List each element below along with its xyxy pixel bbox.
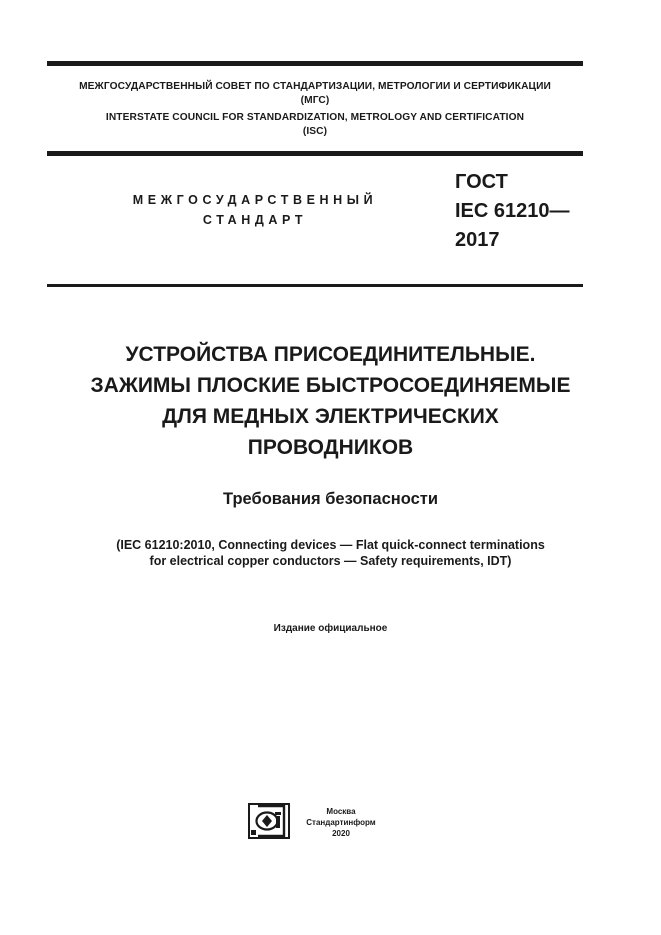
standard-designation-line3: 2017 bbox=[455, 229, 500, 251]
council-name-ru bbox=[47, 80, 583, 108]
top-rule bbox=[47, 61, 583, 66]
publisher-year: 2020 bbox=[332, 829, 350, 838]
document-title-line4: ПРОВОДНИКОВ bbox=[247, 436, 414, 459]
edition-label: Издание официальное bbox=[273, 623, 388, 634]
document-title-line2: ЗАЖИМЫ ПЛОСКИЕ БЫСТРОСОЕДИНЯЕМЫЕ bbox=[90, 374, 571, 397]
council-abbrev-en: (ISC) bbox=[302, 126, 328, 137]
council-abbrev-ru: (МГС) bbox=[300, 95, 330, 106]
publisher-city: Москва bbox=[326, 807, 356, 816]
document-title-line3: ДЛЯ МЕДНЫХ ЭЛЕКТРИЧЕСКИХ bbox=[162, 405, 499, 428]
standard-kind-line1: МЕЖГОСУДАРСТВЕННЫЙ bbox=[132, 193, 378, 207]
document-subtitle: Требования безопасности bbox=[223, 490, 438, 508]
bottom-rule bbox=[47, 284, 583, 287]
middle-rule bbox=[47, 151, 583, 156]
council-name-en-line1: INTERSTATE COUNCIL FOR STANDARDIZATION, METROLOGY AND CERTIFICATION bbox=[105, 112, 525, 123]
iec-reference-line2: for electrical copper conductors — Safety requirements, IDT) bbox=[149, 554, 512, 568]
document-title-line1: УСТРОЙСТВА ПРИСОЕДИНИТЕЛЬНЫЕ. bbox=[125, 343, 536, 366]
standard-kind-line2: СТАНДАРТ bbox=[202, 213, 308, 227]
council-name-ru-line1: МЕЖГОСУДАРСТВЕННЫЙ СОВЕТ ПО СТАНДАРТИЗАЦИИ, МЕТРОЛОГИИ И СЕРТИФИКАЦИИ bbox=[79, 81, 551, 92]
standard-designation-line1: ГОСТ bbox=[455, 171, 508, 193]
standard-designation-line2: IEC 61210— bbox=[455, 200, 570, 222]
iec-reference-line1: (IEC 61210:2010, Connecting devices — Flat quick-connect terminations bbox=[116, 538, 545, 552]
standartinform-logo-icon bbox=[248, 803, 290, 839]
publisher-name: Стандартинформ bbox=[306, 818, 376, 827]
council-name-en bbox=[47, 111, 583, 139]
